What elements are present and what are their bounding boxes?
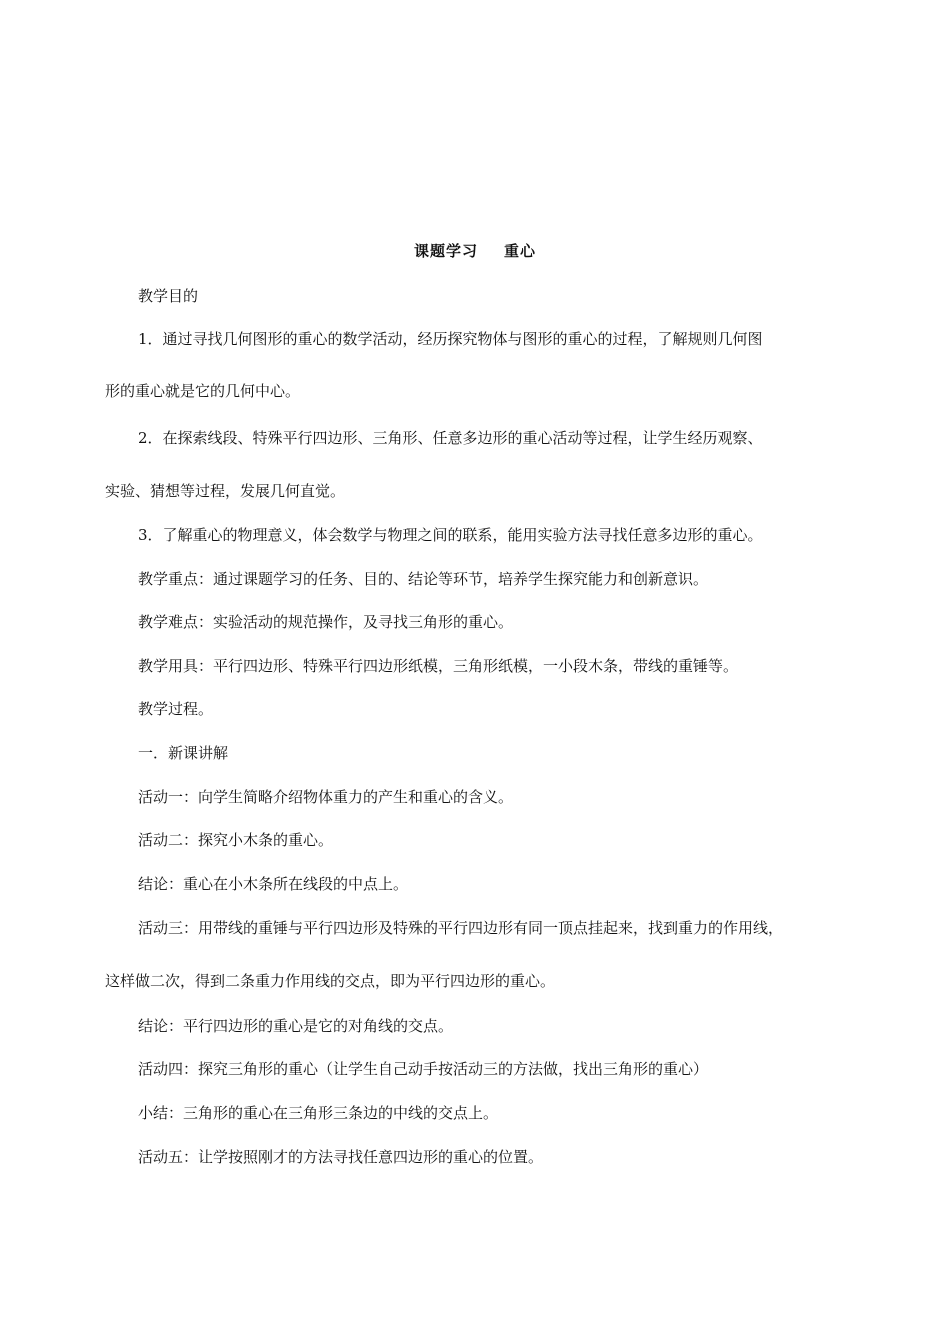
paragraph-line: 小结：三角形的重心在三角形三条边的中线的交点上。 bbox=[138, 1104, 499, 1122]
paragraph-line: 结论：平行四边形的重心是它的对角线的交点。 bbox=[138, 1017, 454, 1035]
section-heading-new-lesson: 一．新课讲解 bbox=[138, 744, 229, 762]
paragraph-line: 教学重点：通过课题学习的任务、目的、结论等环节，培养学生探究能力和创新意识。 bbox=[138, 570, 709, 588]
paragraph-line: 教学用具：平行四边形、特殊平行四边形纸模，三角形纸模，一小段木条，带线的重锤等。 bbox=[138, 657, 739, 675]
paragraph-line: 形的重心就是它的几何中心。 bbox=[105, 382, 301, 400]
paragraph-line: 结论：重心在小木条所在线段的中点上。 bbox=[138, 875, 409, 893]
paragraph-line: 实验、猜想等过程，发展几何直觉。 bbox=[105, 482, 346, 500]
section-heading-process: 教学过程。 bbox=[138, 700, 214, 718]
paragraph-line: 活动一：向学生简略介绍物体重力的产生和重心的含义。 bbox=[138, 788, 514, 806]
paragraph-line: 1．通过寻找几何图形的重心的数学活动，经历探究物体与图形的重心的过程，了解规则几何图 bbox=[138, 330, 763, 348]
paragraph-line: 3．了解重心的物理意义，体会数学与物理之间的联系，能用实验方法寻找任意多边形的重心。 bbox=[138, 526, 763, 544]
paragraph-line: 这样做二次，得到二条重力作用线的交点，即为平行四边形的重心。 bbox=[105, 972, 556, 990]
paragraph-line: 活动二：探究小木条的重心。 bbox=[138, 831, 334, 849]
section-heading-objectives: 教学目的 bbox=[138, 287, 199, 305]
paragraph-line: 活动三：用带线的重锤与平行四边形及特殊的平行四边形有同一顶点挂起来，找到重力的作用线， bbox=[138, 919, 784, 937]
paragraph-line: 活动四：探究三角形的重心（让学生自己动手按活动三的方法做，找出三角形的重心） bbox=[138, 1060, 709, 1078]
page-title bbox=[0, 240, 950, 261]
paragraph-line: 活动五：让学按照刚才的方法寻找任意四边形的重心的位置。 bbox=[138, 1148, 544, 1166]
paragraph-line: 教学难点：实验活动的规范操作，及寻找三角形的重心。 bbox=[138, 613, 514, 631]
title-part-1: 课题学习 bbox=[413, 242, 478, 260]
paragraph-line: 2．在探索线段、特殊平行四边形、三角形、任意多边形的重心活动等过程，让学生经历观察、 bbox=[138, 429, 763, 447]
title-part-2: 重心 bbox=[504, 242, 537, 260]
